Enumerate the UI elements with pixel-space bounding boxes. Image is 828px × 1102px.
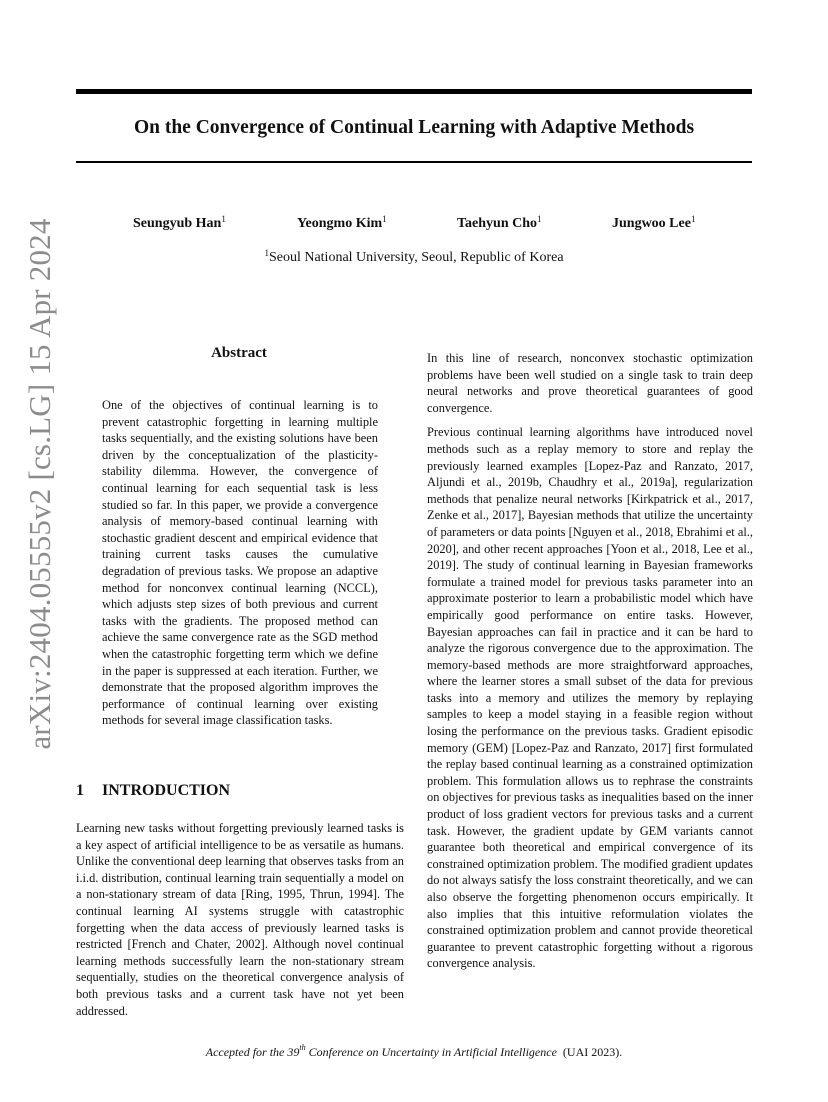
author-4 (612, 216, 695, 232)
affiliation-mark: 1 (690, 214, 696, 224)
author-2 (297, 216, 387, 232)
author-1 (133, 216, 226, 232)
author-name: Yeongmo Kim (297, 216, 383, 231)
affiliation-text: Seoul National University, Seoul, Republic of Korea (268, 250, 564, 265)
top-rule-thick (76, 89, 752, 94)
introduction-paragraph: Learning new tasks without forgetting previously learned tasks is a key aspect of artificial intelligence to be as versatile as humans. Unlike the conventional deep learning that observes tasks from an i.i.d. distribution, continual learning train sequentially a model on a non-stationary stream of data [Ring, 1995, Thrun, 1994]. The continual learning AI systems struggle with catastrophic forgetting when the data access of previously learned tasks is restricted [French and Chater, 2002]. Although novel continual learning methods successfully learn the non-stationary stream sequentially, studies on the theoretical convergence analysis of both previous tasks and a current task have not yet been addressed. (76, 821, 404, 1018)
section-title: INTRODUCTION (102, 782, 231, 799)
author-name: Jungwoo Lee (612, 216, 691, 231)
affiliation (76, 250, 752, 266)
author-name: Taehyun Cho (457, 216, 538, 231)
top-rule-thin (76, 161, 752, 163)
footer-conference: Conference on Uncertainty in Artificial Intelligence (305, 1045, 557, 1059)
section-heading (76, 782, 230, 800)
footer-ordinal: th (299, 1043, 306, 1052)
abstract-heading: Abstract (211, 345, 267, 361)
footer-prefix: Accepted for the 39 (205, 1045, 300, 1059)
author-name: Seungyub Han (133, 216, 222, 231)
affiliation-mark: 1 (221, 214, 226, 224)
right-column (427, 350, 753, 980)
right-paragraph-2: Previous continual learning algorithms have introduced novel methods such as a replay memory to store and replay the previously learned examples [Lopez-Paz and Ranzato, 2017, Aljundi et al., 2019b, Chaudhry et al., 2019a], regularization methods that penalize neural networks [Kirkpatrick et al., 2017, Zenke et al., 2017], Bayesian methods that utilize the uncertainty of parameters or data points [Nguyen et al., 2018, Ebrahimi et al., 2020], and other recent approaches [Yoon et al., 2018, Lee et al., 2019]. The study of continual learning in Bayesian frameworks formulate a trained model for previous tasks parameter into an approximate posterior to learn a probabilistic model which have empirically good performance on entire tasks. However, Bayesian approaches can fail in practice and it can be hard to analyze the rigorous convergence due to the approximation. The memory-based methods are more straightforward approaches, where the learner stores a small subset of the data for previous tasks into a memory and utilizes the memory by replaying samples to keep a model staying in a feasible region without losing the performance on the previous tasks. Gradient episodic memory (GEM) [Lopez-Paz and Ranzato, 2017] first formulated the replay based continual learning as a constrained optimization problem. This formulation allows us to rephrase the constraints on objectives for previous tasks as inequalities based on the inner product of loss gradient vectors for previous tasks and a current task. However, the gradient update by GEM variants cannot guarantee both theoretical and empirical convergence of its constrained optimization problem. The modified gradient updates do not always satisfy the loss constraint theoretically, and we can also observe the forgetting phenomenon occurs empirically. It also implies that this intuitive reformulation violates the constrained optimization problem and cannot provide theoretical guarantee to prevent catastrophic forgetting without a rigorous convergence analysis. (427, 425, 753, 971)
right-paragraph-1: In this line of research, nonconvex stochastic optimization problems have been well studied on a single task to train deep neural networks and prove theoretical guarantees of good convergence. (427, 351, 753, 415)
author-3 (457, 216, 542, 232)
abstract-text: One of the objectives of continual learning is to prevent catastrophic forgetting in learning multiple tasks sequentially, and the existing solutions have been driven by the conceptualization of the plasticity-stability dilemma. However, the convergence of continual learning for each sequential task is less studied so far. In this paper, we provide a convergence analysis of memory-based continual learning with stochastic gradient descent and empirical evidence that training current tasks causes the cumulative degradation of previous tasks. We propose an adaptive method for nonconvex continual learning (NCCL), which adjusts step sizes of both previous and current tasks with the gradients. The proposed method can achieve the same convergence rate as the SGD method when the catastrophic forgetting term which we define in the paper is suppressed at each iteration. Further, we demonstrate that the proposed algorithm improves the performance of continual learning over existing methods for several image classification tasks. (102, 398, 378, 728)
affiliation-mark: 1 (382, 214, 387, 224)
paper-title: On the Convergence of Continual Learning with Adaptive Methods (133, 117, 695, 138)
arxiv-stamp-text: arXiv:2404.05555v2 [cs.LG] 15 Apr 2024 (22, 218, 57, 750)
footer-venue: (UAI 2023). (562, 1045, 623, 1059)
section-number: 1 (76, 782, 84, 799)
affiliation-mark: 1 (537, 214, 542, 224)
footer-note (76, 1045, 752, 1060)
affiliation-mark: 1 (264, 248, 269, 258)
